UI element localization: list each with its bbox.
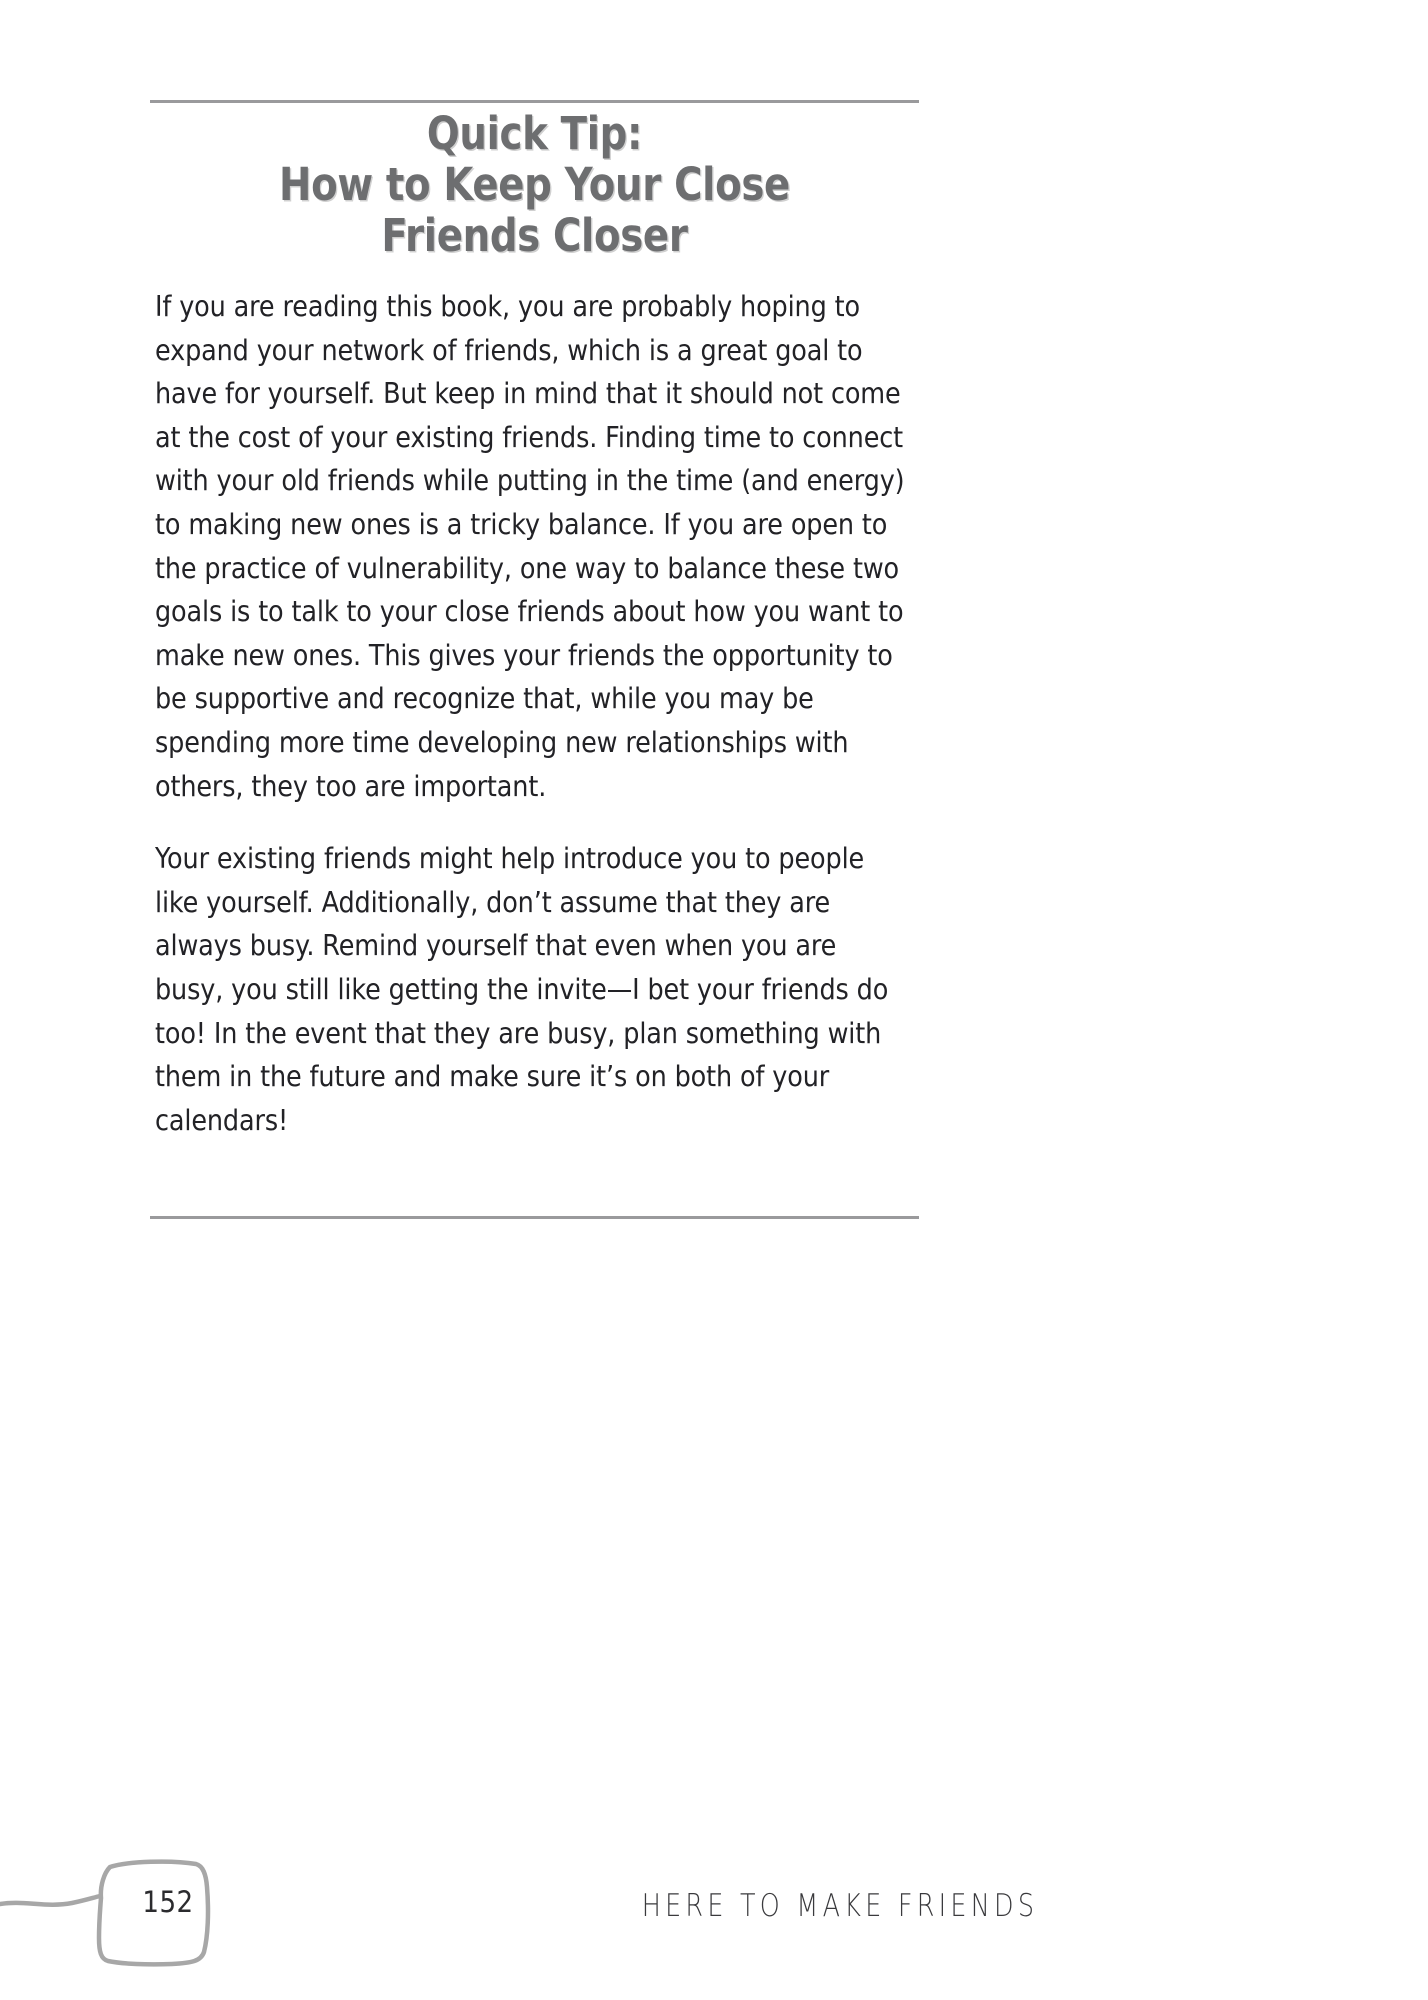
footer-rule xyxy=(150,1216,919,1219)
header-rule xyxy=(150,100,919,103)
body-paragraph-2: Your existing friends might help introduce you to people like yourself. Additionally, don’t assume that they are always busy. Remind yourself that even when you are busy, you still like getting the invite—I bet your friends do too! In the event that they are busy, plan something with them in the future and make sure it’s on both of your calendars! xyxy=(155,842,889,1137)
page-number-text: 152 xyxy=(142,1885,194,1919)
page-title xyxy=(150,108,919,261)
body-content xyxy=(155,285,907,1142)
running-head-text: HERE TO MAKE FRIENDS xyxy=(641,1888,1039,1924)
title-line-1: Quick Tip: xyxy=(426,107,643,160)
page-number-badge xyxy=(0,1840,300,1980)
title-line-3: Friends Closer xyxy=(381,209,688,262)
page-footer xyxy=(0,1840,1428,1980)
body-paragraph-1: If you are reading this book, you are probably hoping to expand your network of friends, which is a great goal to have for yourself. But keep in mind that it should not come at the cost of your existing friends. Finding time to connect with your old friends while putting in the time (and energy) to making new ones is a tricky balance. If you are open to the practice of vulnerability, one way to balance these two goals is to talk to your close friends about how you want to make new ones. This gives your friends the opportunity to be supportive and recognize that, while you may be spending more time developing new relationships with others, they too are important. xyxy=(155,290,905,803)
title-line-2: How to Keep Your Close xyxy=(279,158,790,211)
